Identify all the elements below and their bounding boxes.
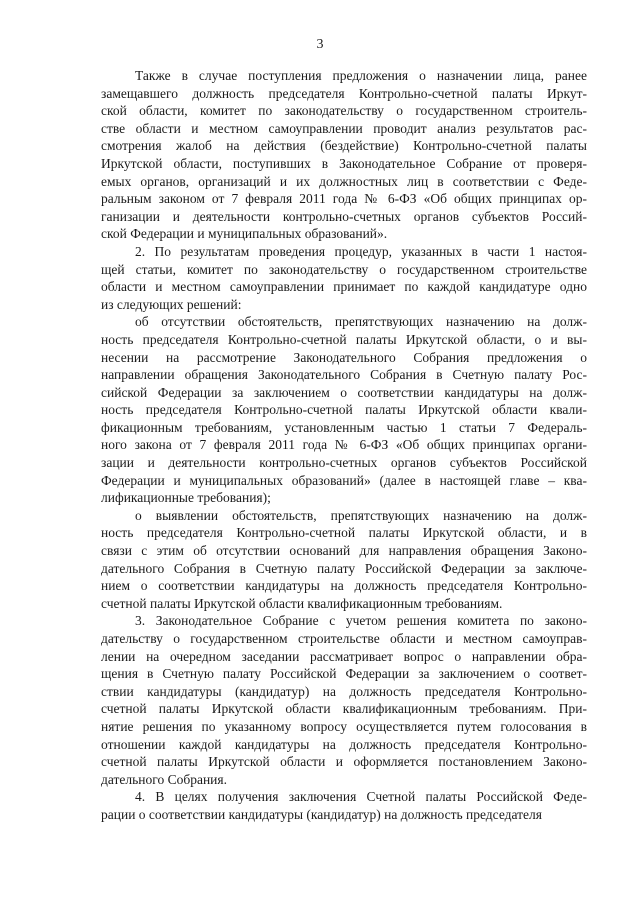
text-line: зации и деятельности контрольно-счетных органов субъектов Российской	[101, 455, 587, 471]
text-line: 4. В целях получения заключения Счетной палаты Российской Феде-	[135, 789, 587, 805]
paragraph-p1	[101, 67, 587, 243]
page-number: 3	[316, 37, 324, 52]
text-line: нятие решения по указанному вопросу осуществляется путем голосования в	[101, 718, 587, 734]
paragraph-p5	[101, 612, 587, 788]
paragraph-p6	[101, 788, 587, 823]
text-line: рации о соответствии кандидатуры (кандидатур) на должность председателя	[101, 806, 542, 822]
text-line: дательного Собрания.	[101, 771, 227, 787]
text-line: замещавшего должность председателя Контрольно-счетной палаты Иркут-	[101, 85, 587, 101]
text-line: ствии кандидатуры (кандидатур) на должность председателя Контрольно-	[101, 683, 587, 699]
text-line: 2. По результатам проведения процедур, указанных в части 1 настоя-	[135, 243, 587, 259]
text-line: дательного Собрания в Счетную палату Российской Федерации за заключе-	[101, 560, 587, 576]
text-line: из следующих решений:	[101, 296, 242, 312]
text-line: ность председателя Контрольно-счетной палаты Иркутской области, о и вы-	[101, 331, 587, 347]
text-line: области и местном самоуправлении принимает по каждой кандидатуре одно	[101, 279, 587, 295]
text-line: счетной палаты Иркутской области квалификационным требованиям.	[101, 595, 503, 611]
text-line: дательству о государственном строительстве области и местном самоуправ-	[101, 631, 587, 646]
text-line: отношении каждой кандидатуры на должность председателя Контрольно-	[101, 736, 587, 752]
paragraph-p3	[101, 313, 587, 507]
text-line: о выявлении обстоятельств, препятствующих назначению на долж-	[135, 507, 587, 523]
text-line: ность председателя Контрольно-счетной палаты Иркутской области квали-	[101, 402, 587, 418]
text-line: стве области и местном самоуправлении проводит анализ результатов рас-	[101, 120, 587, 136]
paragraph-p2	[101, 243, 587, 313]
text-line: связи с этим об отсутствии оснований для направления обращения Законо-	[101, 543, 587, 559]
text-line: несении на рассмотрение Законодательного Собрания предложения о	[101, 349, 587, 365]
text-line: лении на очередном заседании рассматривает вопрос о направлении обра-	[101, 648, 587, 664]
text-line: направлении обращения Законодательного Собрания в Счетную палату Рос-	[101, 367, 587, 383]
text-line: ской области, комитет по законодательству о государственном строитель-	[101, 103, 587, 119]
text-line: об отсутствии обстоятельств, препятствующих назначению на долж-	[135, 314, 587, 330]
text-line: Также в случае поступления предложения о назначении лица, ранее	[135, 68, 587, 83]
text-line: ность председателя Контрольно-счетной палаты Иркутской области, и в	[101, 525, 587, 541]
text-line: ральным законом от 7 февраля 2011 года № 6-ФЗ «Об общих принципах ор-	[101, 191, 587, 207]
text-line: ской Федерации и муниципальных образований».	[101, 226, 388, 242]
text-line: сийской Федерации за заключением о соответствии кандидатуры на долж-	[101, 384, 587, 400]
text-line: нием о соответствии кандидатуры на должность председателя Контрольно-	[101, 578, 587, 594]
text-line: ного закона от 7 февраля 2011 года № 6-ФЗ «Об общих принципах органи-	[101, 437, 587, 453]
text-line: 3. Законодательное Собрание с учетом решения комитета по законо-	[135, 613, 587, 629]
text-line: счетной палаты Иркутской области и оформляется постановлением Законо-	[101, 754, 587, 770]
text-line: щения в Счетную палату Российской Федерации за заключением о соответ-	[101, 666, 587, 682]
text-line: фикационным требованиям, установленным частью 1 статьи 7 Федераль-	[101, 419, 587, 435]
text-line: емых органов, организаций и их должностных лиц в соответствии с Феде-	[101, 173, 587, 189]
text-line: счетной палаты Иркутской области квалификационным требованиям. При-	[101, 701, 587, 717]
text-line: ганизации и деятельности контрольно-счетных органов субъектов Россий-	[101, 208, 587, 224]
document-body	[101, 67, 587, 824]
text-line: щей статьи, комитет по законодательству о государственном строительстве	[101, 261, 587, 277]
text-line: Иркутской области, поступивших в Законодательное Собрание от проверя-	[101, 155, 587, 171]
text-line: лификационные требования);	[101, 490, 271, 506]
text-line: Федерации и муниципальных образований» (далее в настоящей главе – ква-	[101, 472, 587, 488]
paragraph-p4	[101, 507, 587, 613]
text-line: смотрения жалоб на действия (бездействие) Контрольно-счетной палаты	[101, 138, 587, 154]
